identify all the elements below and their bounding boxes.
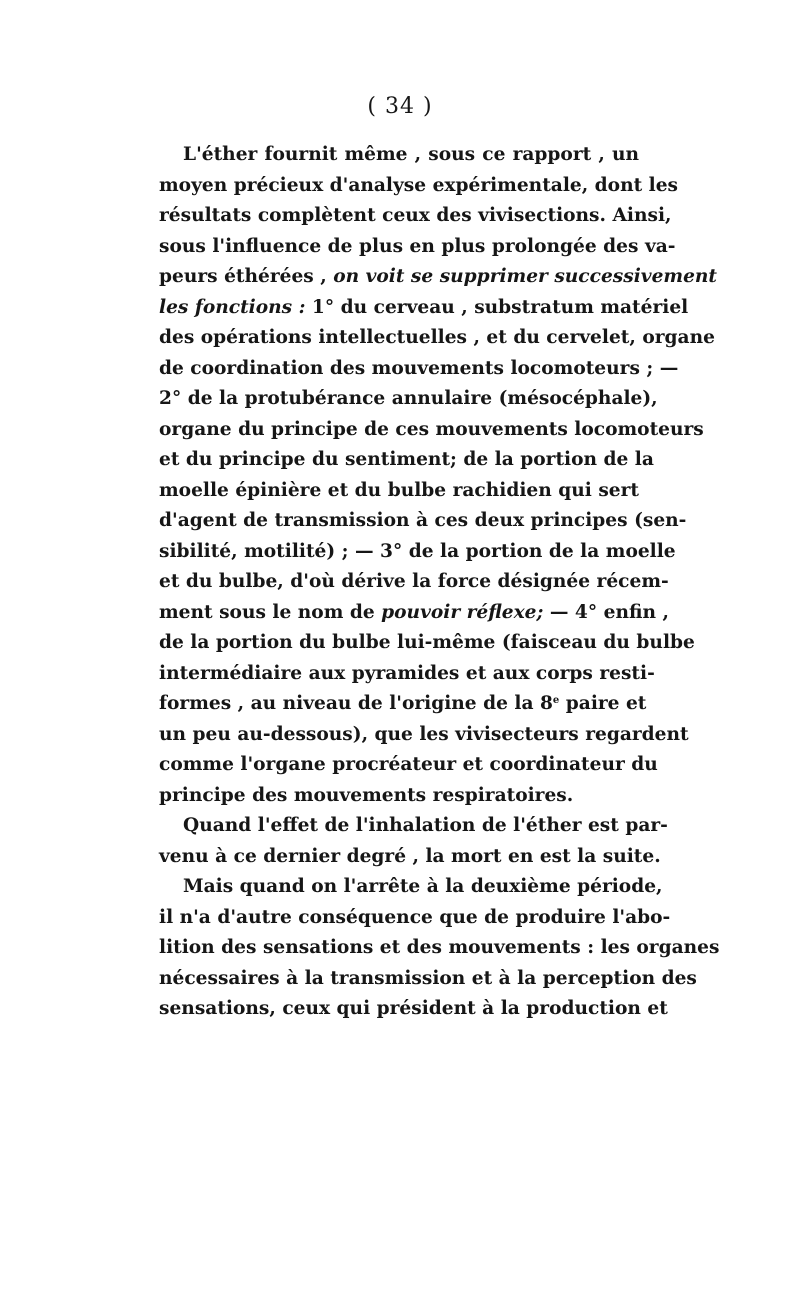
text-segment: peurs éthérées , <box>159 266 334 287</box>
text-line: 2° de la protubérance annulaire (mésocéphale), <box>159 388 658 409</box>
text-segment: 1° du cerveau , substratum matériel <box>305 296 689 318</box>
text-line: principe des mouvements respiratoires. <box>159 784 574 806</box>
page-number: ( 34 ) <box>367 94 433 119</box>
italic-segment: pouvoir réflexe; <box>381 601 544 623</box>
text-line: venu à ce dernier degré , la mort en est la suite. <box>159 845 661 867</box>
text-line: et du bulbe, d'où dérive la force désignée récem- <box>159 571 669 592</box>
text-line: organe du principe de ces mouvements locomoteurs <box>159 418 704 440</box>
text-line: il n'a d'autre conséquence que de produire l'abo- <box>159 906 671 928</box>
superscript: e <box>552 695 560 706</box>
text-line: sous l'influence de plus en plus prolongée des va- <box>159 235 676 257</box>
text-line: L'éther fournit même , sous ce rapport , un <box>183 144 639 165</box>
text-line <box>159 262 718 293</box>
text-line: de coordination des mouvements locomoteurs ; — <box>159 357 679 379</box>
text-line: d'agent de transmission à ces deux principes (sen- <box>159 510 687 531</box>
text-line: de la portion du bulbe lui-même (faisceau du bulbe <box>159 632 695 653</box>
italic-segment: les fonctions : <box>159 296 306 318</box>
body-text <box>159 140 720 1025</box>
text-segment: paire et <box>559 693 647 714</box>
italic-segment: on voit se supprimer successivement <box>333 266 718 287</box>
text-line <box>159 689 647 720</box>
text-line: un peu au-dessous), que les vivisecteurs regardent <box>159 723 689 745</box>
text-line: moyen précieux d'analyse expérimentale, dont les <box>159 174 679 196</box>
text-line: sensations, ceux qui président à la production et <box>159 998 668 1019</box>
text-line: Quand l'effet de l'inhalation de l'éther est par- <box>183 815 668 836</box>
text-line: lition des sensations et des mouvements : les organes <box>159 937 720 958</box>
text-segment: — 4° enfin , <box>543 601 669 623</box>
text-segment: ment sous le nom de <box>159 601 382 623</box>
text-line: des opérations intellectuelles , et du cervelet, organe <box>159 327 715 348</box>
text-line: comme l'organe procréateur et coordinateur du <box>159 754 658 775</box>
text-segment: formes , au niveau de l'origine de la 8 <box>159 693 553 714</box>
text-line: et du principe du sentiment; de la portion de la <box>159 449 654 470</box>
text-line <box>159 598 669 629</box>
text-line: nécessaires à la transmission et à la perception des <box>159 967 697 989</box>
text-line: résultats complètent ceux des vivisections. Ainsi, <box>159 205 672 226</box>
text-line: moelle épinière et du bulbe rachidien qui sert <box>159 479 639 501</box>
text-line <box>159 293 689 324</box>
text-line: sibilité, motilité) ; — 3° de la portion de la moelle <box>159 540 676 562</box>
text-line: intermédiaire aux pyramides et aux corps resti- <box>159 662 655 684</box>
text-line: Mais quand on l'arrête à la deuxième période, <box>183 876 663 897</box>
